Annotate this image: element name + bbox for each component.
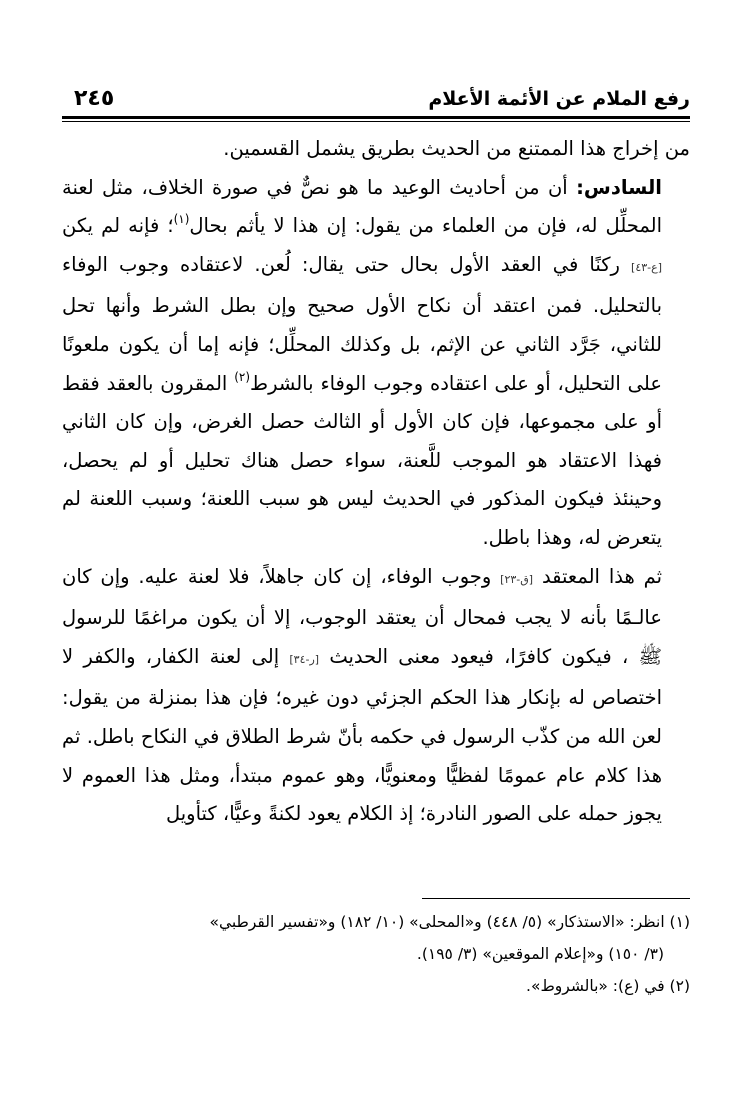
footnote-2-text: (٢) في (ع): «بالشروط». [526,977,690,995]
section-label-sixth: السادس: [576,175,662,199]
footnote-ref-2[interactable]: (٢) [234,369,251,384]
main-text [62,130,690,834]
footnote-1 [62,906,690,938]
footnotes [62,906,690,1002]
manuscript-marker: [ع-٤٣] [631,260,662,274]
page-number: ٢٤٥ [74,86,115,111]
footnote-ref-1[interactable]: (١) [173,212,190,227]
header-rule [62,116,690,122]
footnote-separator [422,898,690,899]
footnote-1-continuation [62,938,690,970]
paragraph-3-text-b: وجوب الوفاء، إن كان جاهلاً، فلا لعنة عليه. وإن كان عالـمًا بأنه لا يجب فمحال أن يعتقد الوجوب، إلا أن يكون مراغمًا للرسول ﷺ ، فيكون كافرًا، فيعود معنى الحديث [62,564,663,668]
page-header [62,86,690,122]
paragraph-1 [62,130,690,169]
paragraph-3 [62,558,690,834]
paragraph-3-text-c: إلى لعنة الكفار، والكفر لا اختصاص له بإنكار هذا الحكم الجزئي دون غيره؛ فإن هذا بمنزلة من يقول: لعن الله من كذّب الرسول في حكمه بأنّ شرط الطلاق في النكاح باطل. ثم هذا كلام عام عمومًا لفظيًّا ومعنويًّا، وهو عموم مبتدأ، ومثل هذا العموم لا يجوز حمله على الصور النادرة؛ إذ الكلام يعود لكنةً وعيًّا، كتأويل [62,644,662,826]
paragraph-1-text: من إخراج هذا الممتنع من الحديث بطريق يشمل القسمين. [223,137,690,160]
manuscript-marker: [ر-٣٤] [289,652,320,666]
manuscript-marker: [ق-٢٣] [500,572,534,586]
paragraph-2-text-b: ؛ فإنه لم يكن [62,214,174,238]
paragraph-3-text-a: ثم هذا المعتقد [541,564,663,588]
running-title: رفع الملام عن الأئمة الأعلام [428,88,690,110]
paragraph-2 [62,169,690,558]
paragraph-2-text-a: أن من أحاديث الوعيد ما هو نصٌّ في صورة الخلاف، مثل لعنة المحلِّل له، فإن من العلماء من يقول: إن هذا لا يأثم بحال [62,175,662,238]
footnote-1-line-2: (٣/ ١٥٠) و«إعلام الموقعين» (٣/ ١٩٥). [416,945,664,963]
paragraph-2-text-d: المقرون بالعقد فقط أو على مجموعها، فإن كان الأول أو الثالث حصل الغرض، وإن كان الثاني فهذا الاعتقاد هو الموجب للَّعنة، سواء حصل هناك تحليل أو لم يحصل، وحينئذ فيكون المذكور في الحديث ليس هو سبب اللعنة؛ وسبب اللعنة لم يتعرض له، وهذا باطل. [62,371,662,549]
footnote-1-line-1: (١) انظر: «الاستذكار» (٥/ ٤٤٨) و«المحلى» (١٠/ ١٨٢) و«تفسير القرطبي» [209,913,690,931]
footnote-2 [62,970,690,1002]
paragraph-2-text-c: ركنًا في العقد الأول بحال حتى يقال: لُعن. لاعتقاده وجوب الوفاء بالتحليل. فمن اعتقد أن نكاح الأول صحيح وإن بطل الشرط وأنها تحل للثاني، جَرَّد الثاني عن الإثم، بل وكذلك المحلِّل؛ فإنه إما أن يكون ملعونًا على التحليل، أو على اعتقاده وجوب الوفاء بالشرط [62,252,662,395]
